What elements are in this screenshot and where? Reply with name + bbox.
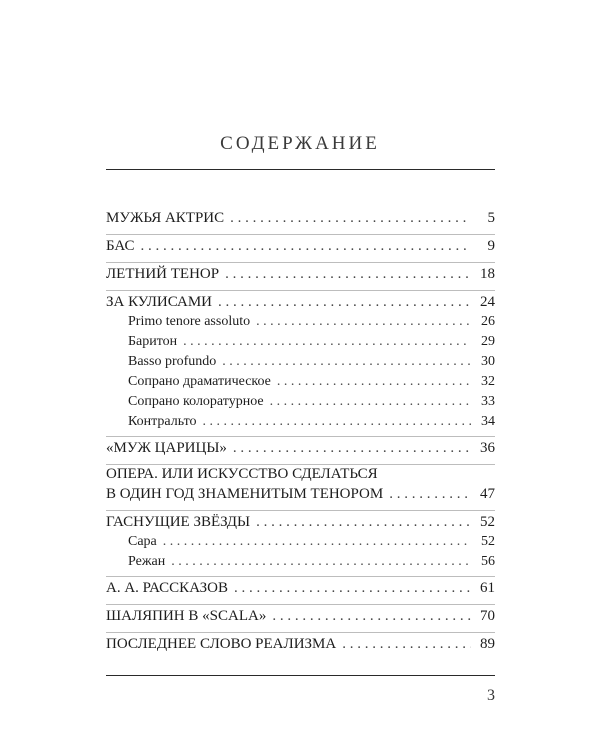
toc-subentry[interactable] xyxy=(128,354,495,374)
leader-dots xyxy=(256,314,471,330)
leader-dots xyxy=(171,554,471,570)
toc-entry-page: 5 xyxy=(487,210,495,226)
leader-dots xyxy=(389,486,471,503)
toc-entry-title: ЗА КУЛИСАМИ xyxy=(106,294,212,310)
toc-subentry[interactable] xyxy=(128,554,495,574)
toc-entry-title: Primo tenore assoluto xyxy=(128,314,251,329)
leader-dots xyxy=(230,210,471,227)
leader-dots xyxy=(270,394,471,410)
entry-separator xyxy=(106,510,495,511)
top-rule xyxy=(106,169,495,170)
leader-dots xyxy=(222,354,471,370)
toc-entry-page: 61 xyxy=(480,580,495,596)
entry-separator xyxy=(106,576,495,577)
toc-entry-title: МУЖЬЯ АКТРИС xyxy=(106,210,225,226)
toc-entry-page: 56 xyxy=(481,554,495,569)
entry-separator xyxy=(106,234,495,235)
toc-entry-page: 34 xyxy=(481,414,495,429)
toc-entry[interactable] xyxy=(106,636,495,656)
toc-entry-title: Режан xyxy=(128,554,166,569)
leader-dots xyxy=(277,374,471,390)
leader-dots xyxy=(163,534,471,550)
leader-dots xyxy=(183,334,471,350)
toc-entry-page: 52 xyxy=(480,514,495,530)
leader-dots xyxy=(225,266,471,283)
leader-dots xyxy=(342,636,471,653)
toc-entry[interactable] xyxy=(106,580,495,600)
leader-dots xyxy=(234,580,471,597)
toc-entry-page: 32 xyxy=(481,374,495,389)
toc-entry-page: 18 xyxy=(480,266,495,282)
leader-dots xyxy=(218,294,471,311)
toc-entry[interactable] xyxy=(106,486,495,506)
leader-dots xyxy=(256,514,471,531)
toc-entry-title: БАС xyxy=(106,238,135,254)
toc-entry-page: 26 xyxy=(481,314,495,329)
toc-entry-title: Баритон xyxy=(128,334,178,349)
toc-entry-page: 52 xyxy=(481,534,495,549)
toc-subentry[interactable] xyxy=(128,534,495,554)
toc-entry-page: 36 xyxy=(480,440,495,456)
leader-dots xyxy=(233,440,471,457)
toc-entry-page: 70 xyxy=(480,608,495,624)
toc-entry-title: Сопрано колоратурное xyxy=(128,394,264,409)
leader-dots xyxy=(203,414,471,430)
toc-entry-title: ШАЛЯПИН В «SCALA» xyxy=(106,608,267,624)
toc-entry-page: 47 xyxy=(480,486,495,502)
toc-entry[interactable] xyxy=(106,440,495,460)
toc-entry-title: Basso profundo xyxy=(128,354,217,369)
toc-entry-title: ГАСНУЩИЕ ЗВЁЗДЫ xyxy=(106,514,251,530)
entry-separator xyxy=(106,262,495,263)
toc-subentry[interactable] xyxy=(128,414,495,434)
toc-subentry[interactable] xyxy=(128,334,495,354)
toc-entry-title: ЛЕТНИЙ ТЕНОР xyxy=(106,266,220,282)
toc-entry-title: А. А. РАССКАЗОВ xyxy=(106,580,228,596)
toc-subentry[interactable] xyxy=(128,374,495,394)
toc-entry-title: ПОСЛЕДНЕЕ СЛОВО РЕАЛИЗМА xyxy=(106,636,337,652)
entry-separator xyxy=(106,436,495,437)
entry-separator xyxy=(106,464,495,465)
toc-entry-page: 89 xyxy=(480,636,495,652)
toc-entry[interactable] xyxy=(106,238,495,258)
toc-entry-page: 9 xyxy=(487,238,495,254)
leader-dots xyxy=(272,608,471,625)
toc-entry-title: «МУЖ ЦАРИЦЫ» xyxy=(106,440,227,456)
toc-entry-page: 33 xyxy=(481,394,495,409)
toc-entry[interactable] xyxy=(106,294,495,314)
bottom-rule xyxy=(106,675,495,676)
toc-entry-title: Контральто xyxy=(128,414,197,429)
entry-separator xyxy=(106,604,495,605)
toc-entry-title: Сара xyxy=(128,534,157,549)
toc-entry-title-line1: ОПЕРА. ИЛИ ИСКУССТВО СДЕЛАТЬСЯ xyxy=(106,466,378,482)
toc-entry-title: Сопрано драматическое xyxy=(128,374,271,389)
toc-entry-page: 30 xyxy=(481,354,495,369)
toc-entry-page: 29 xyxy=(481,334,495,349)
toc-entry-page: 24 xyxy=(480,294,495,310)
toc-entry-title: В ОДИН ГОД ЗНАМЕНИТЫМ ТЕНОРОМ xyxy=(106,486,384,502)
entry-separator xyxy=(106,290,495,291)
page-number: 3 xyxy=(487,687,495,704)
toc-entry[interactable] xyxy=(106,210,495,230)
entry-separator xyxy=(106,632,495,633)
toc-entry[interactable] xyxy=(106,608,495,628)
toc-entry[interactable] xyxy=(106,266,495,286)
toc-subentry[interactable] xyxy=(128,394,495,414)
toc-entry[interactable] xyxy=(106,514,495,534)
page-title: СОДЕРЖАНИЕ xyxy=(220,133,380,154)
toc-subentry[interactable] xyxy=(128,314,495,334)
leader-dots xyxy=(141,238,471,255)
